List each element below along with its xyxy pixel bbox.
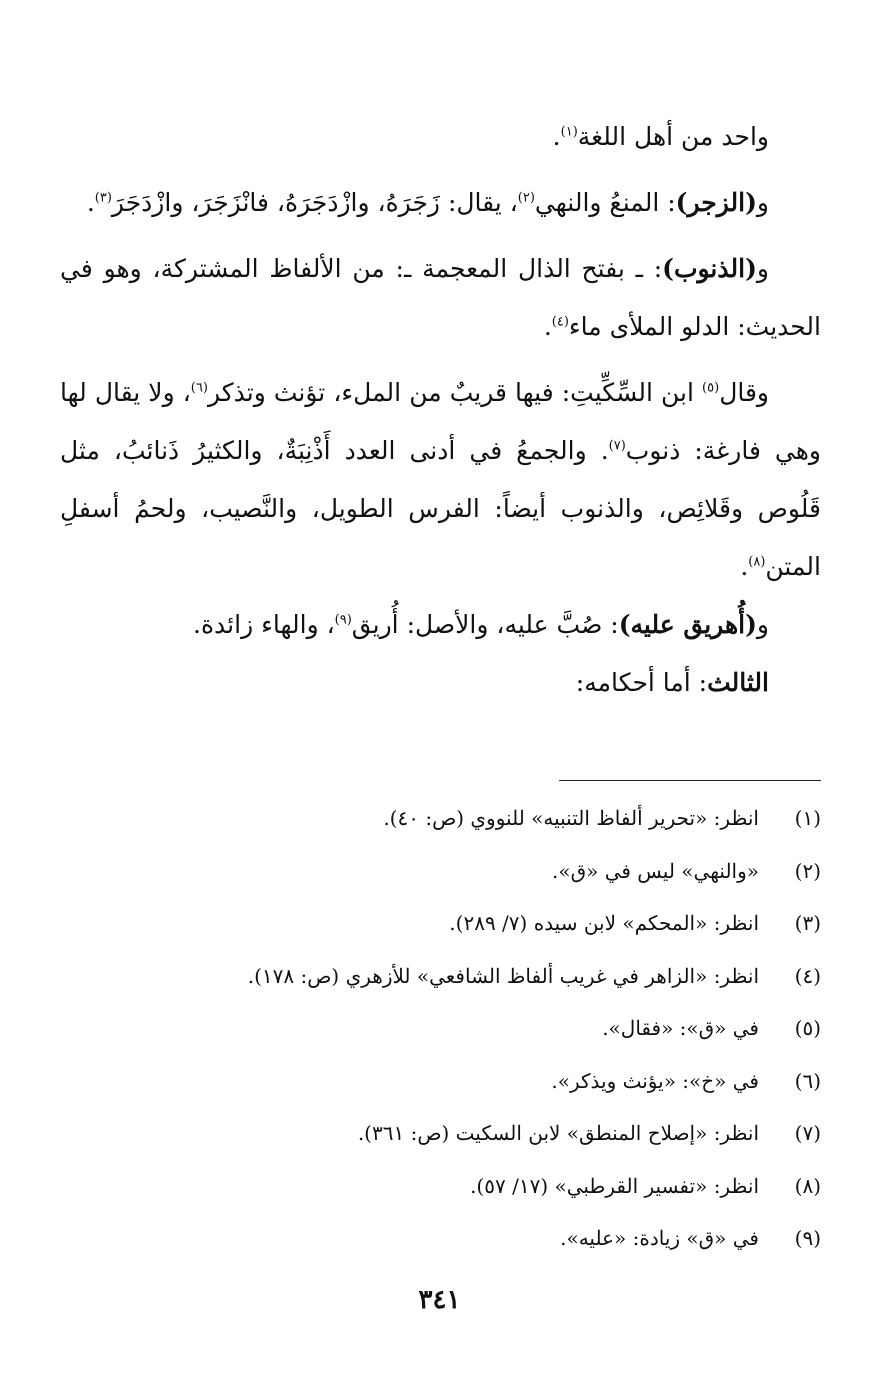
footnote-number: (٨): [794, 1173, 821, 1198]
section-heading: [60, 654, 821, 712]
footnote-ref-6: (٦): [190, 380, 208, 396]
footnote-2: [60, 845, 821, 898]
footnote-number: (٥): [794, 1016, 821, 1040]
footnote-6: [60, 1055, 821, 1108]
footnote-9: [60, 1212, 821, 1265]
footnote-number: (٤): [794, 963, 821, 988]
footnote-number: (٢): [794, 858, 821, 883]
paragraph-1: [60, 108, 821, 166]
footnote-ref-3: (٣): [94, 190, 112, 206]
footnote-ref-9: (٩): [334, 612, 352, 628]
footnote-text: انظر: «الزاهر في غريب ألفاظ الشافعي» للأزهري (ص: ١٧٨).: [247, 963, 759, 988]
text-run: : صُبَّ عليه، والأصل: أُريق: [351, 610, 619, 639]
defined-term-dhanub: (الذنوب): [662, 254, 757, 283]
footnote-7: [60, 1107, 821, 1160]
footnote-number: (١): [794, 806, 821, 830]
footnote-ref-8: (٨): [748, 554, 766, 570]
footnote-8: [60, 1160, 821, 1213]
text-run: : ـ بفتح الذال المعجمة ـ: من الألفاظ المشتركة، وهو في الحديث: الدلو الملأى ماء: [60, 254, 821, 341]
paragraph-3: [60, 240, 821, 356]
text-run: . والجمعُ في أدنى العدد أَذْنِبَةٌ، والكثيرُ ذَنائبُ، مثل قَلُوص وقَلائِص، والذنوب أيضاً: الفرس الطويل، والنَّصيب، ولحمُ أسفلِ المتن: [60, 436, 821, 581]
footnote-number: (٧): [794, 1121, 821, 1145]
text-run: .: [740, 552, 749, 581]
paragraph-5: [60, 596, 821, 654]
footnote-1: [60, 792, 821, 845]
footnote-text: انظر: «المحكم» لابن سيده (٧/ ٢٨٩).: [449, 911, 759, 935]
footnote-text: في «ق»: «فقال».: [602, 1016, 759, 1040]
text-run: ابن السِّكِّيتِ: فيها قريبٌ من الملء، تؤنث وتذكر: [207, 378, 703, 407]
footnote-text: في «ق» زيادة: «عليه».: [560, 1226, 759, 1250]
text-run: .: [86, 188, 95, 217]
footnote-ref-5: (٥): [702, 380, 720, 396]
footnote-ref-1: (١): [560, 124, 578, 140]
footnote-text: انظر: «تفسير القرطبي» (١٧/ ٥٧).: [470, 1173, 759, 1198]
text-run: .: [552, 122, 561, 151]
footnotes: [60, 792, 821, 1265]
text-run: و: [756, 188, 769, 217]
paragraph-4: [60, 364, 821, 596]
text-run: و: [756, 610, 769, 639]
text-run: : المنعُ والنهي: [534, 188, 676, 217]
footnote-text: انظر: «تحرير ألفاظ التنبيه» للنووي (ص: ٤٠).: [383, 806, 759, 830]
footnote-text: انظر: «إصلاح المنطق» لابن السكيت (ص: ٣٦١).: [357, 1121, 759, 1145]
defined-term-uhriq: (أُهريق عليه): [618, 610, 757, 639]
footnote-ref-2: (٢): [517, 190, 535, 206]
footnote-text: في «خ»: «يؤنث ويذكر».: [551, 1068, 759, 1093]
footnote-number: (٩): [794, 1226, 821, 1250]
footnote-number: (٦): [794, 1068, 821, 1093]
text-run: و: [756, 254, 769, 283]
text-run: ، ولا يقال لها وهي فارغة: ذنوب: [60, 378, 821, 465]
text-run: واحد من أهل اللغة: [577, 122, 769, 151]
text-run: : أما أحكامه:: [575, 668, 708, 697]
defined-term-zajr: (الزجر): [675, 188, 757, 217]
footnote-divider: [559, 780, 821, 781]
text-run: ، يقال: زَجَرَهُ، وازْدَجَرَهُ، فانْزَجَرَ، وازْدَجَرَ: [111, 188, 518, 217]
footnote-number: (٣): [794, 911, 821, 935]
footnote-5: [60, 1002, 821, 1055]
footnote-ref-4: (٤): [551, 314, 569, 330]
page-number: ٣٤١: [418, 1285, 461, 1315]
footnote-text: «والنهي» ليس في «ق».: [552, 858, 759, 883]
text-run: .: [543, 312, 552, 341]
main-text: [60, 108, 821, 712]
footnote-ref-7: (٧): [608, 438, 626, 454]
footnote-3: [60, 897, 821, 950]
footnote-4: [60, 950, 821, 1003]
section-heading-title: الثالث: [707, 668, 769, 697]
text-run: وقال: [719, 378, 769, 407]
paragraph-2: [60, 174, 821, 232]
text-run: ، والهاء زائدة.: [193, 610, 335, 639]
